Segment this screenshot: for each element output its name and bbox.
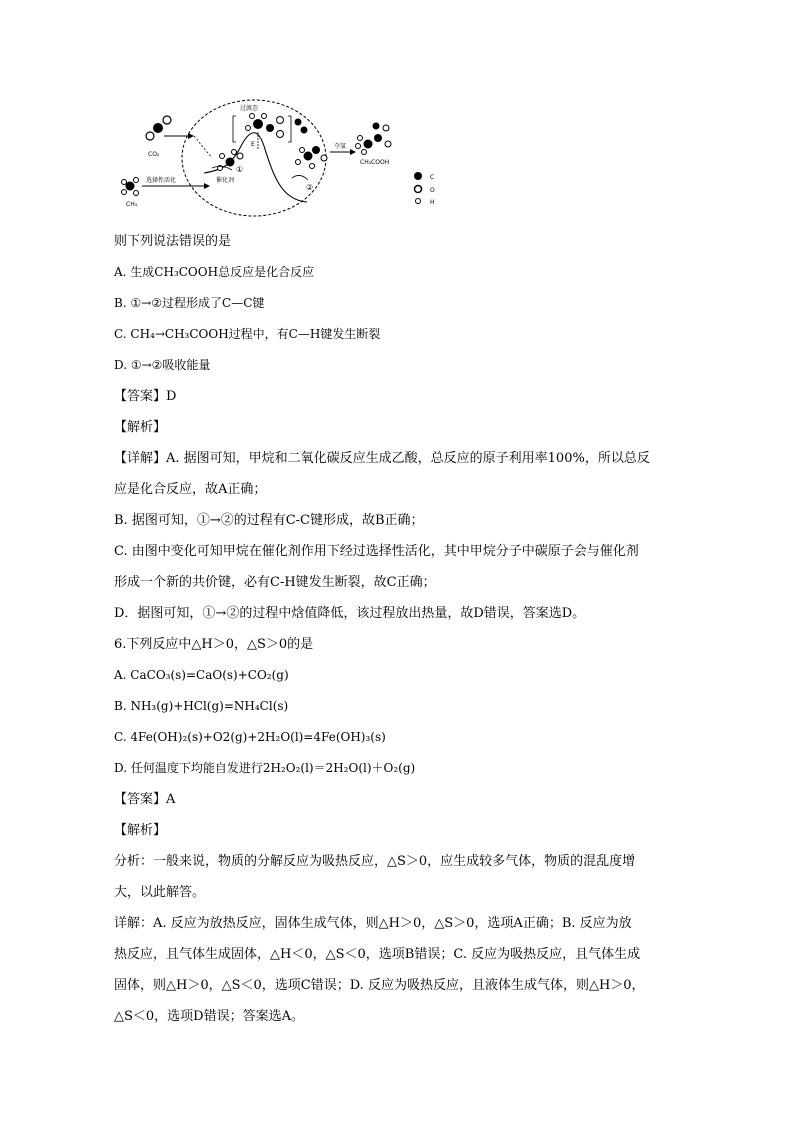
step1-label: ① (236, 165, 244, 174)
question6-option-a: A. CaCO₃(s)=CaO(s)+CO₂(g) (114, 668, 289, 682)
question5-stem: 则下列说法错误的是 (114, 234, 232, 249)
question5-detail-line: C. 由图中变化可知甲烷在催化剂作用下经过选择性活化，其中甲烷分子中碳原子会与催化剂 (114, 544, 639, 559)
question5-detail-line: 应是化合反应，故A正确； (114, 482, 267, 497)
transition-state-label: 过渡态 (240, 105, 259, 112)
reaction-mechanism-figure (112, 98, 452, 218)
question5-detail-line: 形成一个新的共价键，必有C-H键发生断裂，故C正确； (114, 575, 436, 590)
legend-carbon-marker (414, 172, 422, 180)
question5-option-b: B. ①→②过程形成了C—C键 (114, 296, 265, 310)
mechanism-diagram (112, 98, 452, 218)
atom-legend (414, 172, 435, 206)
question6-analysis-line: 分析：一般来说，物质的分解反应为吸热反应，△S＞0，应生成较多气体，物质的混乱度增 (114, 854, 636, 869)
question5-option-d: D. ①→②吸收能量 (114, 358, 211, 372)
detach-label: 夺氢 (334, 143, 347, 150)
legend-hydrogen-marker (416, 199, 421, 204)
ch4-molecule (122, 178, 139, 196)
energy-label: E (251, 141, 255, 148)
document-body (114, 226, 684, 1032)
question6-stem: 6.下列反应中△H＞0，△S＞0的是 (114, 637, 314, 652)
question6-analysis-line: 热反应，且气体生成固体，△H＜0，△S＜0，选项B错误；C. 反应为吸热反应，且气体生成 (114, 947, 641, 962)
question6-option-d: D. 任何温度下均能自发进行2H₂O₂(l)＝2H₂O(l)＋O₂(g) (114, 761, 416, 775)
ch4-label: CH₄ (126, 201, 138, 208)
question6-answer: 【答案】A (114, 792, 176, 807)
legend-hydrogen-label: H (430, 199, 435, 206)
transition-state-molecule (246, 114, 308, 138)
acetic-acid-molecule (356, 123, 392, 155)
question5-option-a: A. 生成CH₃COOH总反应是化合反应 (114, 265, 315, 279)
question5-option-c: C. CH₄→CH₃COOH过程中，有C—H键发生断裂 (114, 327, 381, 341)
question5-detail-line: D．据图可知，①→②的过程中焓值降低，该过程放出热量，故D错误，答案选D。 (114, 606, 586, 621)
state2-molecule (296, 146, 328, 169)
question6-analysis-line: 大，以此解答。 (114, 885, 206, 900)
legend-carbon-label: C (430, 174, 435, 181)
question6-option-b: B. NH₃(g)+HCl(g)=NH₄Cl(s) (114, 699, 289, 713)
question5-detail-line: B. 据图可知，①→②的过程有C-C键形成，故B正确； (114, 513, 424, 528)
question6-analysis-line: 详解：A. 反应为放热反应，固体生成气体，则△H＞0，△S＞0，选项A正确；B. 反应为放 (114, 916, 632, 931)
question5-answer: 【答案】D (114, 389, 177, 404)
legend-oxygen-label: O (430, 187, 435, 194)
step2-label: ② (306, 183, 314, 192)
question6-analysis-line: △S＜0，选项D错误；答案选A。 (114, 1009, 304, 1024)
catalyst-label: 催化剂 (216, 177, 235, 184)
legend-oxygen-marker (415, 186, 422, 193)
product-label: CH₃COOH (360, 159, 390, 166)
question5-detail-line: 【详解】A. 据图可知，甲烷和二氧化碳反应生成乙酸，总反应的原子利用率100%，所以总反 (114, 451, 650, 466)
question6-analysis-heading: 【解析】 (114, 823, 167, 838)
selective-activation-label: 选择性活化 (146, 177, 177, 184)
question6-option-c: C. 4Fe(OH)₂(s)+O2(g)+2H₂O(l)=4Fe(OH)₃(s) (114, 730, 386, 744)
question5-analysis-heading: 【解析】 (114, 420, 167, 435)
question6-analysis-line: 固体，则△H＞0，△S＜0，选项C错误；D. 反应为吸热反应，且液体生成气体，则△H＞0， (114, 978, 645, 993)
co2-label: CO₂ (148, 151, 160, 158)
